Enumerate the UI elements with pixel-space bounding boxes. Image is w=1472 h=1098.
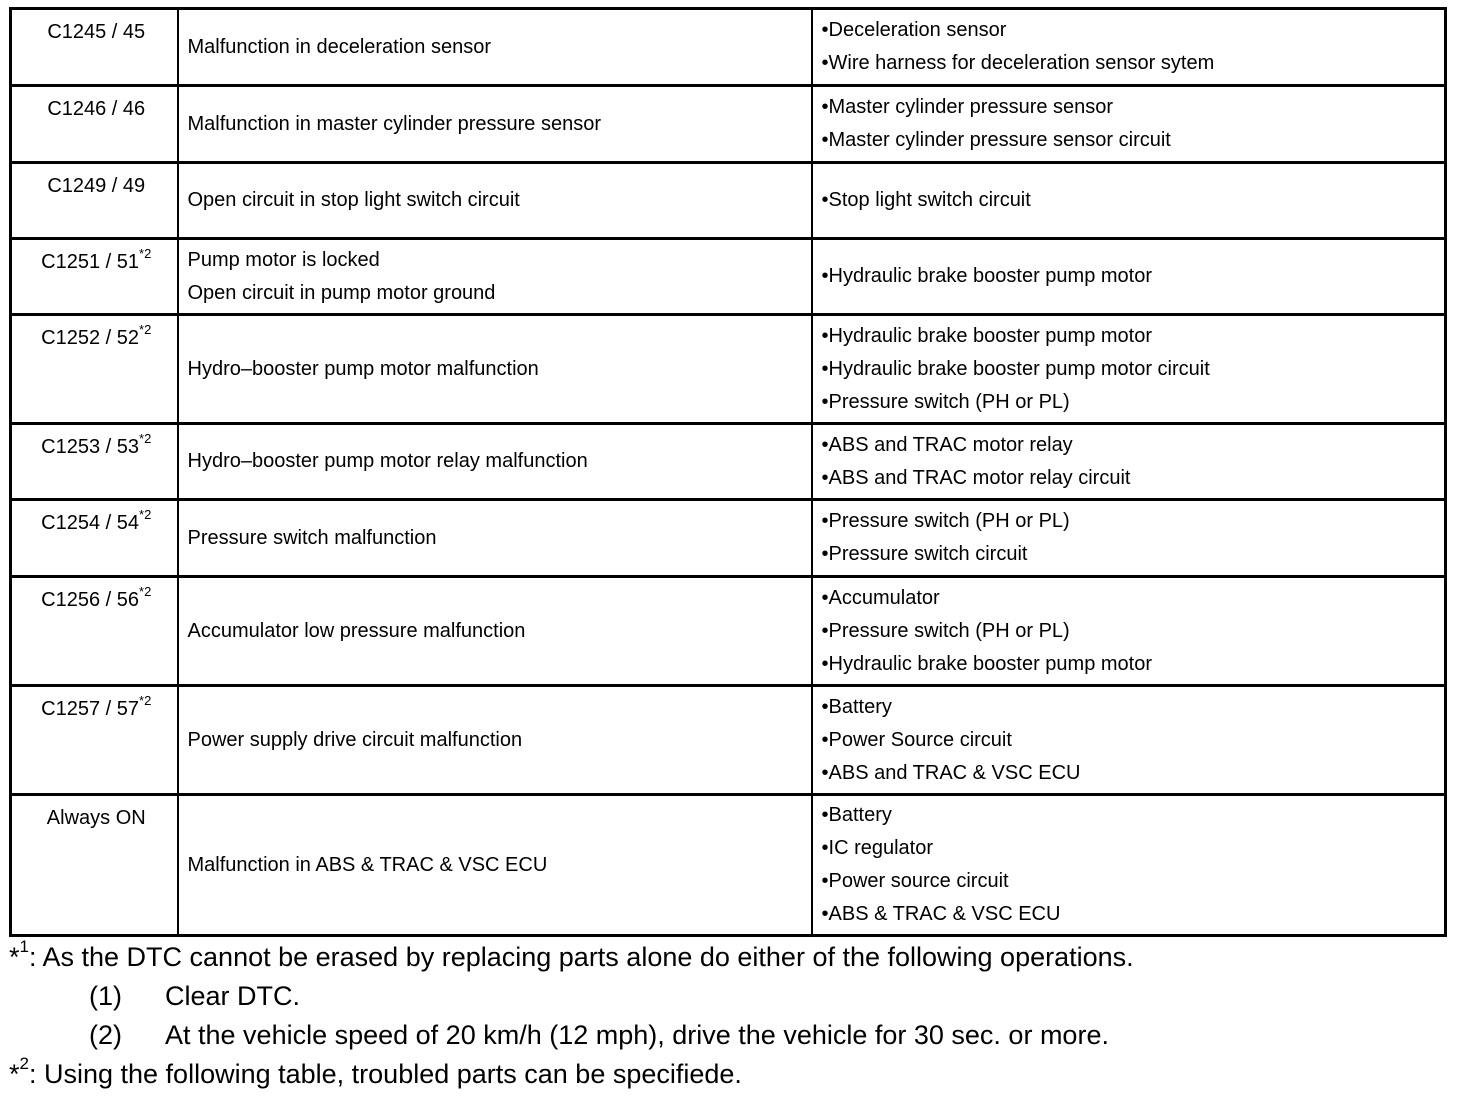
footnotes <box>9 938 1449 1094</box>
trouble-area-item <box>822 691 1445 724</box>
bullet-icon: • <box>821 586 829 609</box>
footnote-sup: 1 <box>19 937 29 956</box>
dtc-code-cell <box>11 239 178 315</box>
dtc-table-body <box>11 9 1446 936</box>
trouble-area-text: ABS & TRAC & VSC ECU <box>828 903 1061 925</box>
trouble-area-cell <box>812 795 1446 936</box>
trouble-area-item <box>822 386 1445 419</box>
step-number: (1) <box>89 981 122 1011</box>
dtc-code: C1251 / 51 <box>41 251 140 273</box>
bullet-icon: • <box>821 695 829 718</box>
trouble-area-item <box>822 429 1445 462</box>
trouble-area-cell <box>812 9 1446 86</box>
trouble-area-item <box>822 799 1445 832</box>
trouble-area-item <box>822 615 1445 648</box>
detection-text: Hydro–booster pump motor malfunction <box>187 357 539 380</box>
detection-cell <box>178 500 812 577</box>
dtc-code: C1257 / 57 <box>41 698 140 720</box>
footnote-1-text: : As the DTC cannot be erased by replacing parts alone do either of the following operations. <box>28 942 1134 972</box>
trouble-area-cell <box>812 239 1446 315</box>
footnote-step-2 <box>9 1016 1449 1055</box>
bullet-icon: • <box>821 619 829 642</box>
detection-cell <box>178 86 812 163</box>
table-row <box>11 315 1446 424</box>
trouble-area-cell <box>812 315 1446 424</box>
table-row <box>11 239 1446 315</box>
table-row <box>11 686 1446 795</box>
trouble-area-item <box>822 865 1445 898</box>
bullet-icon: • <box>821 903 829 925</box>
dtc-code: C1253 / 53 <box>41 436 140 458</box>
trouble-area-item <box>822 462 1445 495</box>
trouble-area-item <box>822 898 1445 931</box>
footnote-step-1 <box>9 977 1449 1016</box>
step-number: (2) <box>89 1020 122 1050</box>
dtc-code: C1246 / 46 <box>47 98 146 120</box>
step-text: Clear DTC. <box>165 981 301 1011</box>
trouble-area-item <box>822 648 1445 681</box>
trouble-area-item <box>822 757 1445 790</box>
trouble-area-item <box>822 14 1445 47</box>
trouble-area-item <box>822 538 1445 571</box>
step-text: At the vehicle speed of 20 km/h (12 mph), drive the vehicle for 30 sec. or more. <box>165 1020 1109 1050</box>
trouble-area-cell <box>812 577 1446 686</box>
footnote-mark: * <box>9 1059 20 1089</box>
detection-text: Pressure switch malfunction <box>187 526 437 549</box>
trouble-area-text: IC regulator <box>828 837 934 859</box>
table-row <box>11 86 1446 163</box>
footnote-2-text: : Using the following table, troubled parts can be specifiede. <box>28 1059 742 1089</box>
bullet-icon: • <box>821 324 829 347</box>
trouble-area-text: Pressure switch (PH or PL) <box>828 619 1070 642</box>
bullet-icon: • <box>821 804 829 826</box>
trouble-area-text: Battery <box>828 695 892 718</box>
trouble-area-item <box>822 47 1445 80</box>
dtc-table <box>9 7 1447 937</box>
trouble-area-text: Deceleration sensor <box>828 19 1007 41</box>
detection-cell <box>178 686 812 795</box>
footnote-ref: *2 <box>139 322 152 338</box>
detection-text: Accumulator low pressure malfunction <box>187 619 526 642</box>
table-row <box>11 500 1446 577</box>
trouble-area-text: Hydraulic brake booster pump motor circuit <box>828 357 1210 380</box>
dtc-code: C1254 / 54 <box>41 512 140 534</box>
trouble-area-cell <box>812 500 1446 577</box>
bullet-icon: • <box>821 870 829 892</box>
trouble-area-text: Master cylinder pressure sensor circuit <box>828 129 1171 151</box>
detection-cell <box>178 315 812 424</box>
detection-cell <box>178 239 812 315</box>
bullet-icon: • <box>821 189 829 211</box>
bullet-icon: • <box>821 390 829 413</box>
dtc-code-cell <box>11 9 178 86</box>
footnote-ref: *2 <box>139 246 152 262</box>
trouble-area-cell <box>812 686 1446 795</box>
trouble-area-item <box>822 124 1445 157</box>
detection-cell <box>178 795 812 936</box>
trouble-area-text: Hydraulic brake booster pump motor <box>828 324 1152 347</box>
bullet-icon: • <box>821 433 829 456</box>
trouble-area-text: Wire harness for deceleration sensor sytem <box>828 52 1215 74</box>
trouble-area-item <box>822 260 1445 293</box>
footnote-ref: *2 <box>139 584 152 600</box>
dtc-code: Always ON <box>46 807 146 829</box>
trouble-area-cell <box>812 163 1446 239</box>
table-row <box>11 795 1446 936</box>
footnote-ref: *2 <box>139 507 152 523</box>
bullet-icon: • <box>821 96 829 118</box>
dtc-code-cell <box>11 686 178 795</box>
detection-text: Malfunction in master cylinder pressure sensor <box>187 112 602 135</box>
trouble-area-item <box>822 582 1445 615</box>
trouble-area-text: ABS and TRAC & VSC ECU <box>828 761 1081 784</box>
trouble-area-text: Hydraulic brake booster pump motor <box>828 265 1152 287</box>
footnote-sup: 2 <box>19 1054 29 1073</box>
trouble-area-item <box>822 724 1445 757</box>
trouble-area-text: Accumulator <box>828 586 940 609</box>
trouble-area-text: Pressure switch (PH or PL) <box>828 390 1070 413</box>
table-row <box>11 577 1446 686</box>
detection-text: Open circuit in stop light switch circuit <box>187 189 520 211</box>
bullet-icon: • <box>821 837 829 859</box>
table-row <box>11 163 1446 239</box>
trouble-area-text: ABS and TRAC motor relay <box>828 433 1073 456</box>
trouble-area-cell <box>812 424 1446 500</box>
table-row <box>11 9 1446 86</box>
bullet-icon: • <box>821 265 829 287</box>
trouble-area-text: Power Source circuit <box>828 728 1012 751</box>
table-row <box>11 424 1446 500</box>
dtc-code: C1252 / 52 <box>41 327 140 349</box>
detection-cell <box>178 577 812 686</box>
detection-text: Malfunction in deceleration sensor <box>187 35 492 58</box>
bullet-icon: • <box>821 652 829 675</box>
footnote-1 <box>9 938 1449 977</box>
trouble-area-item <box>822 184 1445 217</box>
bullet-icon: • <box>821 52 829 74</box>
dtc-code-cell <box>11 163 178 239</box>
footnote-ref: *2 <box>139 431 152 447</box>
dtc-code-cell <box>11 315 178 424</box>
detection-text: Pump motor is locked <box>187 248 380 271</box>
trouble-area-text: Pressure switch (PH or PL) <box>828 510 1070 532</box>
trouble-area-text: ABS and TRAC motor relay circuit <box>828 466 1131 489</box>
footnote-ref: *2 <box>139 693 152 709</box>
dtc-code: C1249 / 49 <box>47 175 146 197</box>
dtc-code-cell <box>11 577 178 686</box>
bullet-icon: • <box>821 510 829 532</box>
footnote-mark: * <box>9 942 20 972</box>
trouble-area-text: Master cylinder pressure sensor <box>828 96 1114 118</box>
detection-text: Hydro–booster pump motor relay malfunction <box>187 450 588 472</box>
bullet-icon: • <box>821 19 829 41</box>
detection-text: Open circuit in pump motor ground <box>187 281 496 304</box>
trouble-area-text: Power source circuit <box>828 870 1009 892</box>
dtc-code-cell <box>11 86 178 163</box>
dtc-code-cell <box>11 500 178 577</box>
trouble-area-text: Hydraulic brake booster pump motor <box>828 652 1152 675</box>
trouble-area-item <box>822 353 1445 386</box>
bullet-icon: • <box>821 129 829 151</box>
trouble-area-text: Pressure switch circuit <box>828 543 1028 565</box>
detection-text: Power supply drive circuit malfunction <box>187 728 523 751</box>
bullet-icon: • <box>821 761 829 784</box>
dtc-code-cell <box>11 795 178 936</box>
dtc-code: C1256 / 56 <box>41 589 140 611</box>
trouble-area-item <box>822 91 1445 124</box>
trouble-area-item <box>822 505 1445 538</box>
bullet-icon: • <box>821 728 829 751</box>
trouble-area-item <box>822 320 1445 353</box>
trouble-area-text: Battery <box>828 804 892 826</box>
bullet-icon: • <box>821 543 829 565</box>
footnote-2 <box>9 1055 1449 1094</box>
bullet-icon: • <box>821 466 829 489</box>
trouble-area-text: Stop light switch circuit <box>828 189 1031 211</box>
detection-cell <box>178 163 812 239</box>
detection-text: Malfunction in ABS & TRAC & VSC ECU <box>187 853 548 876</box>
detection-cell <box>178 424 812 500</box>
bullet-icon: • <box>821 357 829 380</box>
detection-cell <box>178 9 812 86</box>
trouble-area-item <box>822 832 1445 865</box>
trouble-area-cell <box>812 86 1446 163</box>
dtc-code-cell <box>11 424 178 500</box>
dtc-code: C1245 / 45 <box>47 21 146 43</box>
